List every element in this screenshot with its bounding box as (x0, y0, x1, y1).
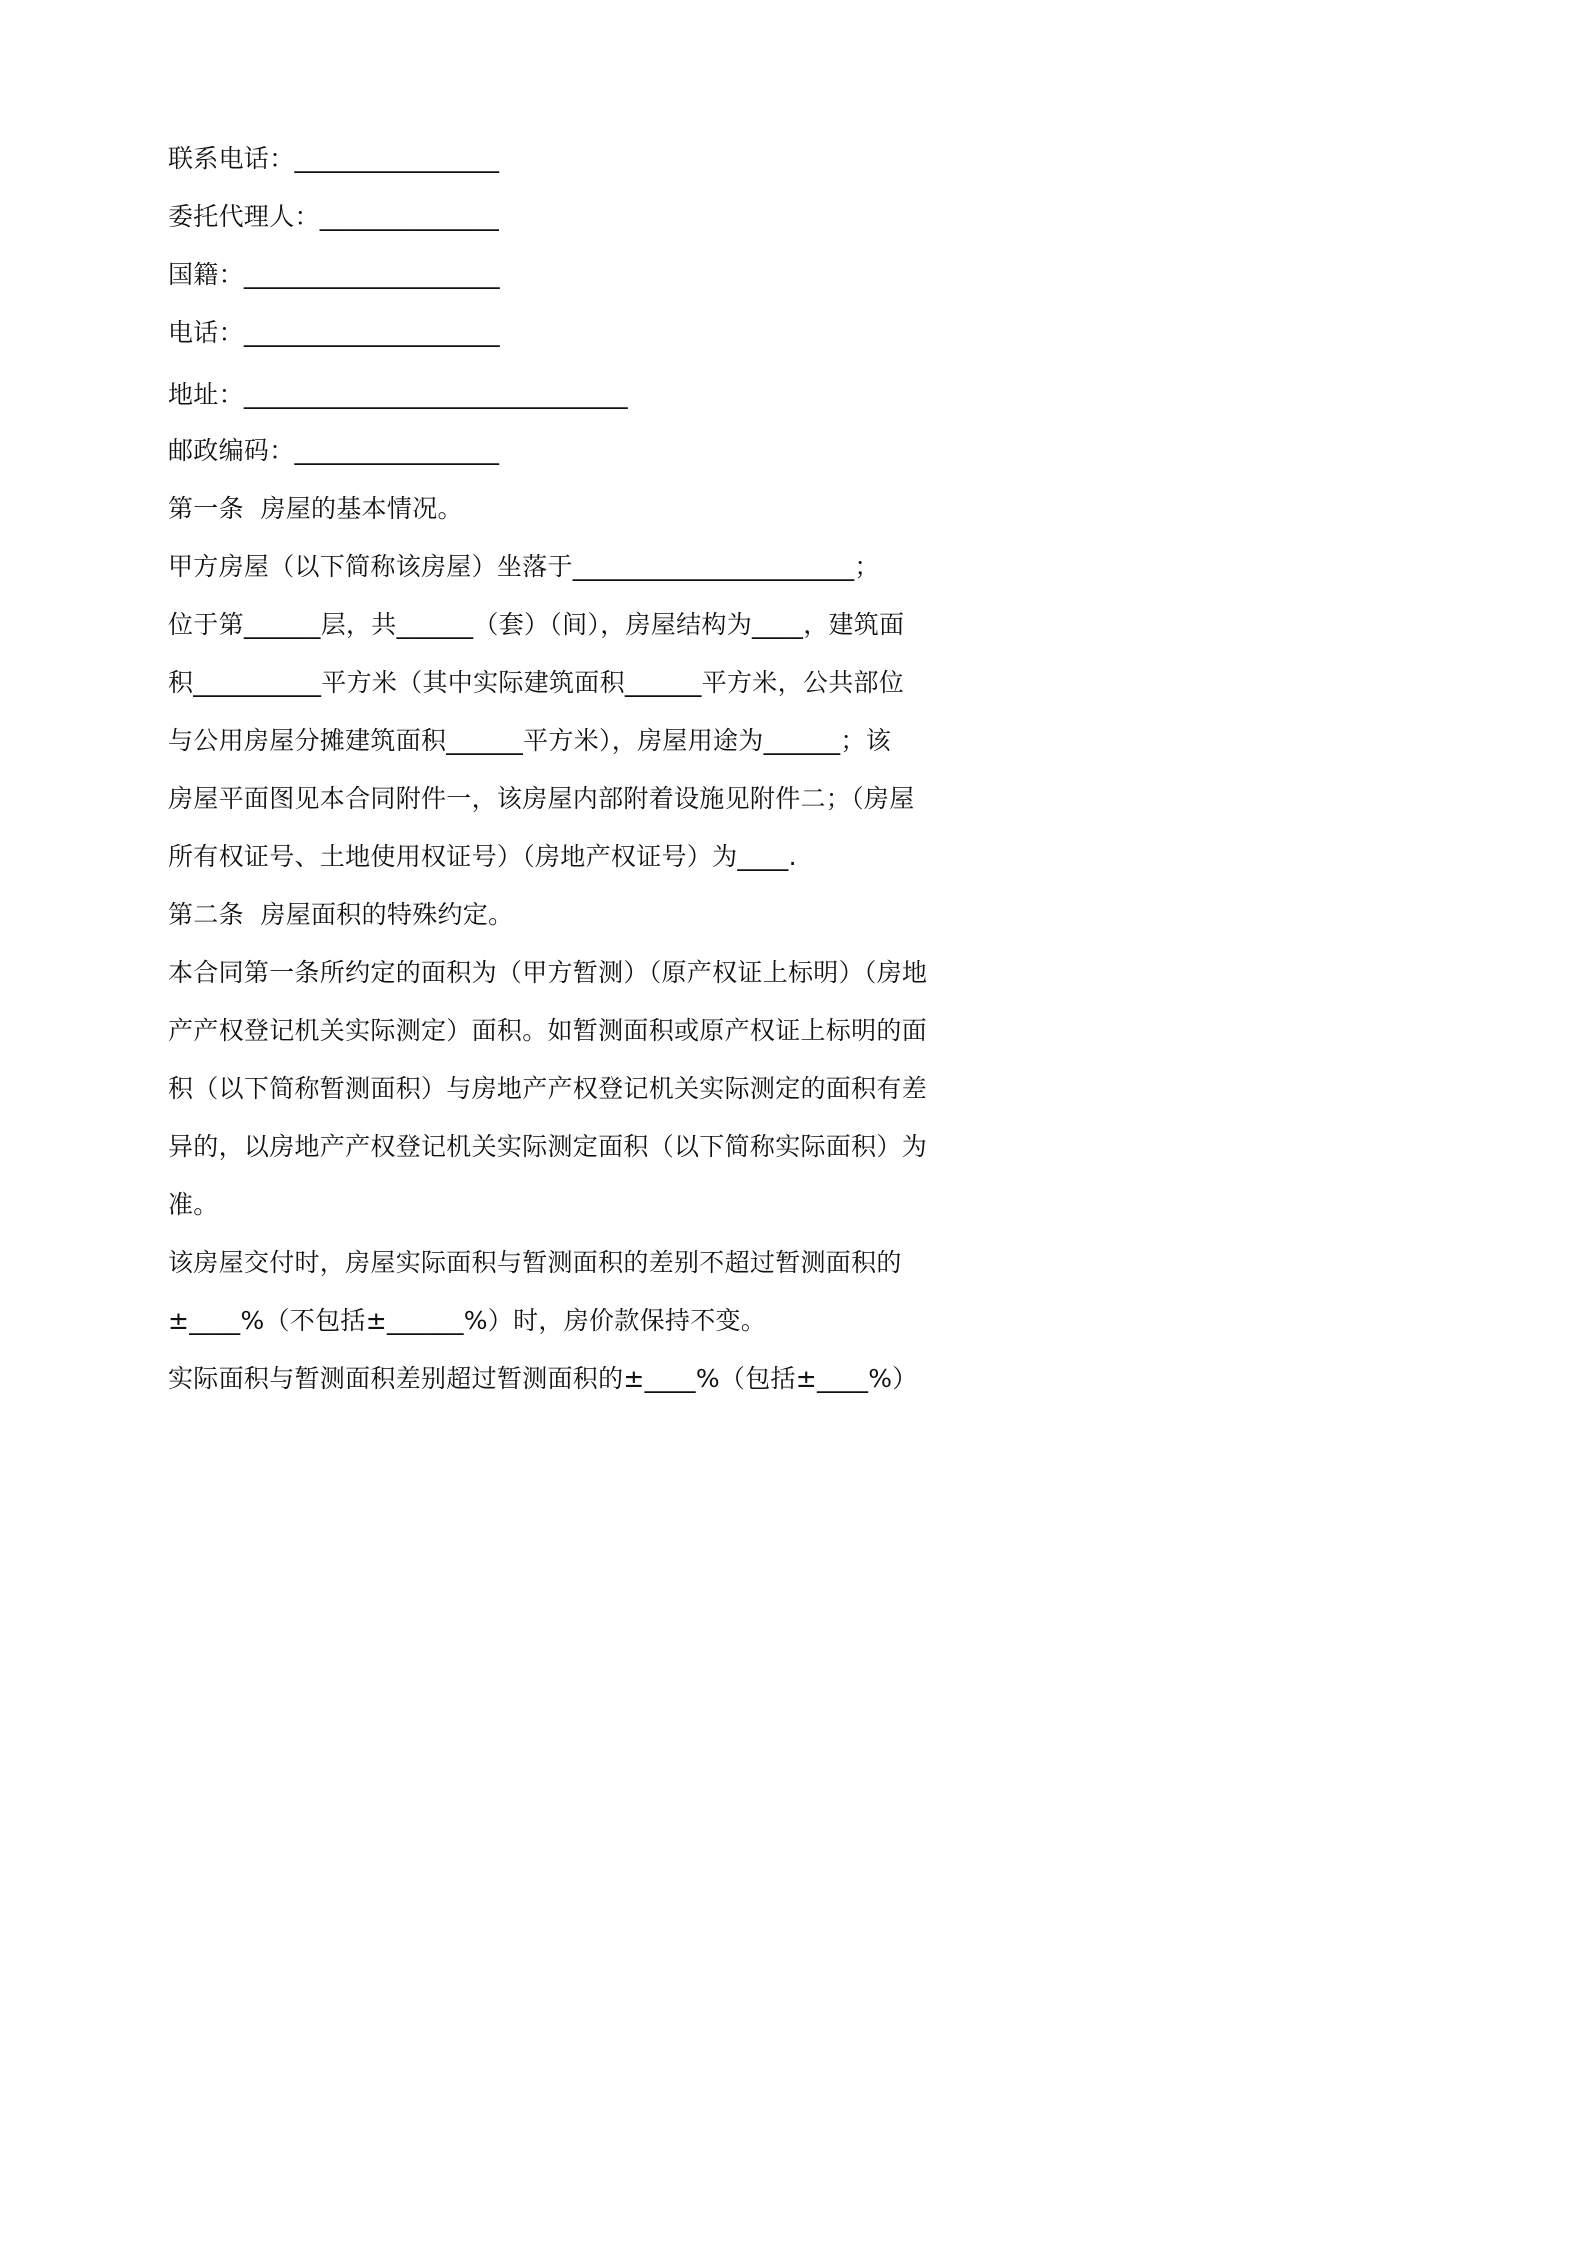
article-1-text-line: 所有权证号、土地使用权证号）（房地产权证号）为____. (168, 842, 797, 871)
nationality-line: 国籍：____________________ (168, 260, 500, 289)
area-excess-line: 实际面积与暂测面积差别超过暂测面积的±____%（包括±____%） (168, 1364, 918, 1393)
postal-code-line: 邮政编码：________________ (168, 436, 500, 465)
article-1-text-line: 与公用房屋分摊建筑面积______平方米），房屋用途为______；该 (168, 726, 892, 755)
article-2-text-line: 异的，以房地产产权登记机关实际测定面积（以下简称实际面积）为 (168, 1132, 928, 1161)
article-1-heading: 第一条 房屋的基本情况。 (168, 494, 463, 523)
article-2-text-line: 积（以下简称暂测面积）与房地产产权登记机关实际测定的面积有差 (168, 1074, 928, 1103)
document-page (0, 0, 1100, 1556)
article-1-text-line: 积__________平方米（其中实际建筑面积______平方米，公共部位 (168, 668, 905, 697)
article-1-text-line: 甲方房屋（以下简称该房屋）坐落于______________________； (168, 552, 880, 581)
article-1-text-line: 房屋平面图见本合同附件一，该房屋内部附着设施见附件二；（房屋 (168, 784, 915, 813)
contact-phone-line: 联系电话：________________ (168, 144, 500, 173)
article-2-heading: 第二条 房屋面积的特殊约定。 (168, 900, 514, 929)
article-2-text-line: 产产权登记机关实际测定）面积。如暂测面积或原产权证上标明的面 (168, 1016, 928, 1045)
address-line: 地址：______________________________ (168, 380, 628, 409)
area-tolerance-line: ±____%（不包括±______%）时，房价款保持不变。 (168, 1306, 767, 1335)
area-tolerance-line: 该房屋交付时，房屋实际面积与暂测面积的差别不超过暂测面积的 (168, 1248, 902, 1277)
article-2-text-line: 本合同第一条所约定的面积为（甲方暂测）（原产权证上标明）（房地 (168, 958, 928, 987)
article-2-text-line: 准。 (168, 1190, 219, 1219)
phone-line: 电话：____________________ (168, 318, 500, 347)
agent-line: 委托代理人：______________ (168, 202, 500, 231)
article-1-text-line: 位于第______层，共______（套）（间），房屋结构为____，建筑面 (168, 610, 905, 639)
